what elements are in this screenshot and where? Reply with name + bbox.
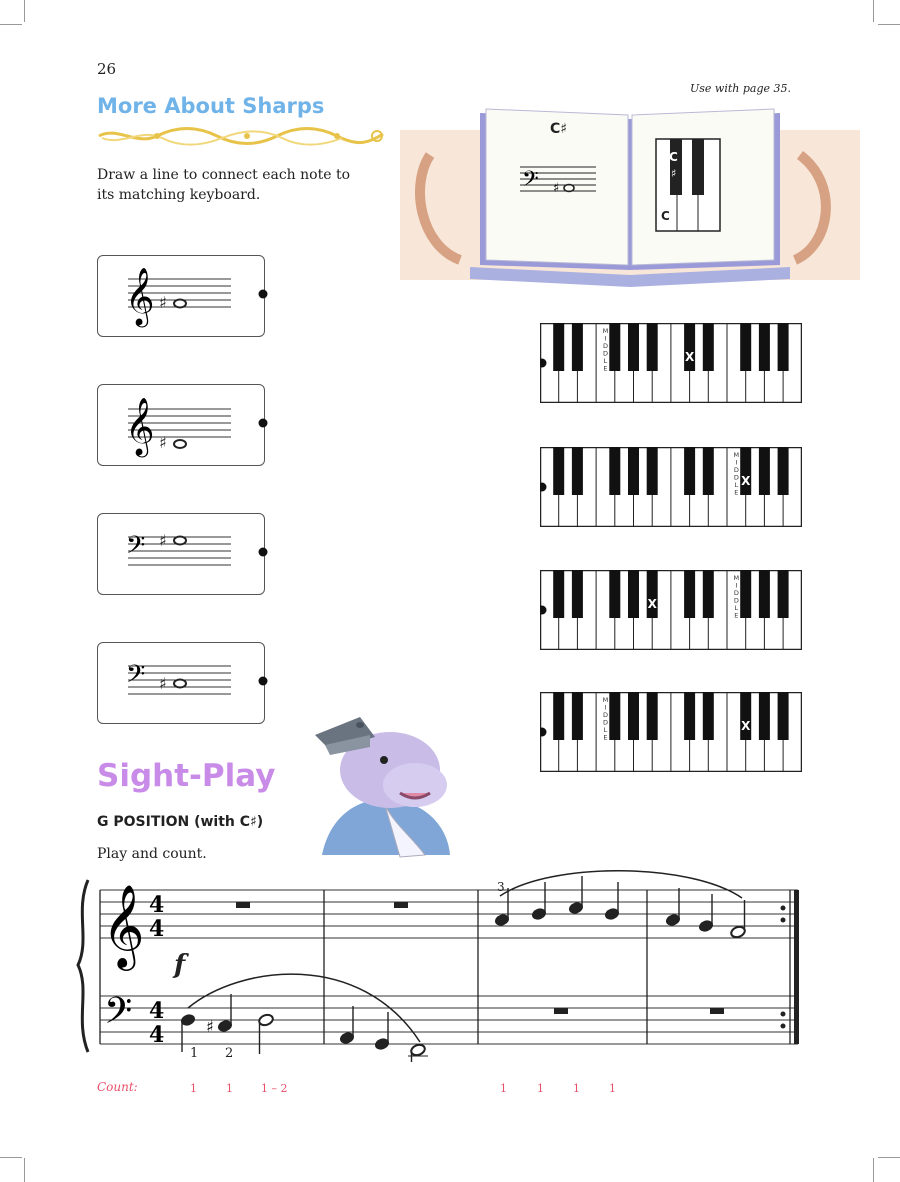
sight-play-heading: Sight-Play xyxy=(97,758,276,794)
crop-mark xyxy=(873,0,874,22)
middle-label-char: E xyxy=(603,733,608,742)
crop-mark xyxy=(873,1158,874,1182)
black-key[interactable] xyxy=(609,323,620,371)
svg-text:4: 4 xyxy=(149,998,165,1024)
dynamic-forte: f xyxy=(174,950,186,980)
keyboard-keys xyxy=(540,447,802,527)
note-card[interactable] xyxy=(97,642,265,724)
black-key[interactable] xyxy=(609,570,620,618)
key-marker: X xyxy=(684,350,695,364)
open-book-illustration xyxy=(400,95,860,290)
svg-text:4: 4 xyxy=(149,916,165,942)
sharp-sign: ♯ xyxy=(159,531,167,550)
crop-mark xyxy=(878,1157,900,1158)
middle-label-char: D xyxy=(733,473,739,482)
finger-number: 1 xyxy=(190,1046,199,1061)
key-marker: X xyxy=(741,474,751,488)
note-card-staff xyxy=(98,643,268,725)
svg-text:𝄢: 𝄢 xyxy=(104,990,133,1041)
black-key[interactable] xyxy=(684,447,695,495)
middle-label-char: D xyxy=(602,711,608,719)
svg-text:𝄢: 𝄢 xyxy=(522,167,539,197)
finger-number: 3 xyxy=(497,880,505,894)
book-key-label-top: C xyxy=(669,150,678,164)
middle-label-char: I xyxy=(604,334,607,343)
svg-text:𝄢: 𝄢 xyxy=(126,531,146,566)
sharp-sign: ♯ xyxy=(159,433,167,452)
instructions: Draw a line to connect each note to its matching keyboard. xyxy=(97,167,351,203)
crop-mark xyxy=(24,1158,25,1182)
svg-text:𝄢: 𝄢 xyxy=(126,660,146,695)
book-note-label: C♯ xyxy=(550,121,568,137)
count-value: 1 xyxy=(537,1082,544,1095)
book-key-label-sharp: ♯ xyxy=(671,167,677,180)
count-value: 1 – 2 xyxy=(261,1082,288,1095)
crop-mark xyxy=(24,0,25,22)
count-value: 1 xyxy=(226,1082,233,1095)
note-card[interactable] xyxy=(97,384,265,466)
black-key[interactable] xyxy=(684,692,695,740)
count-value: 1 xyxy=(609,1082,616,1095)
keyboard[interactable] xyxy=(540,323,802,403)
middle-label-char: D xyxy=(733,466,739,474)
connect-dot[interactable] xyxy=(259,677,268,686)
black-key[interactable] xyxy=(703,570,714,618)
black-key[interactable] xyxy=(759,692,770,740)
connect-dot[interactable] xyxy=(259,290,268,299)
keyboard[interactable] xyxy=(540,570,802,650)
middle-label-char: M xyxy=(733,574,740,582)
sharp-sign: ♯ xyxy=(159,293,167,312)
crop-mark xyxy=(0,1157,22,1158)
keyboard[interactable] xyxy=(540,447,802,527)
black-key[interactable] xyxy=(553,447,564,495)
black-key[interactable] xyxy=(647,447,658,495)
page-number: 26 xyxy=(97,60,117,78)
black-key[interactable] xyxy=(703,692,714,740)
black-key[interactable] xyxy=(628,323,639,371)
middle-label-char: E xyxy=(603,364,608,373)
page-title: More About Sharps xyxy=(97,94,325,118)
finger-number: 2 xyxy=(225,1046,234,1061)
black-key[interactable] xyxy=(572,447,583,495)
black-key[interactable] xyxy=(553,570,564,618)
svg-text:4: 4 xyxy=(149,892,165,918)
middle-label-char: D xyxy=(602,718,608,727)
svg-text:♯: ♯ xyxy=(206,1017,214,1036)
black-key[interactable] xyxy=(684,570,695,618)
black-key[interactable] xyxy=(740,570,751,618)
black-key[interactable] xyxy=(628,447,639,495)
middle-label-char: I xyxy=(604,703,607,712)
count-value: 1 xyxy=(500,1082,507,1095)
connect-dot[interactable] xyxy=(259,419,268,428)
position-label: G POSITION (with C♯) xyxy=(97,814,264,830)
middle-label-char: L xyxy=(603,357,608,365)
count-value: 1 xyxy=(190,1082,197,1095)
note-card-staff xyxy=(98,385,268,467)
black-key[interactable] xyxy=(647,692,658,740)
note-card-staff xyxy=(98,514,268,596)
play-direction: Play and count. xyxy=(97,846,207,862)
black-key[interactable] xyxy=(609,692,620,740)
key-marker: X xyxy=(741,719,751,733)
middle-label-char: M xyxy=(602,696,609,704)
middle-label-char: L xyxy=(603,726,608,734)
middle-label-char: D xyxy=(733,589,739,597)
black-key[interactable] xyxy=(778,447,789,495)
black-key[interactable] xyxy=(740,323,751,371)
black-key[interactable] xyxy=(647,323,658,371)
svg-text:𝄞: 𝄞 xyxy=(125,397,155,455)
middle-label-char: I xyxy=(735,458,738,467)
black-key[interactable] xyxy=(572,692,583,740)
connect-dot[interactable] xyxy=(259,548,268,557)
middle-label-char: D xyxy=(733,596,739,605)
black-key[interactable] xyxy=(778,692,789,740)
svg-text:4: 4 xyxy=(149,1022,165,1048)
middle-label-char: D xyxy=(602,342,608,350)
black-key[interactable] xyxy=(778,323,789,371)
black-key[interactable] xyxy=(759,447,770,495)
keyboard[interactable] xyxy=(540,692,802,772)
keyboard-keys xyxy=(540,323,802,403)
black-key[interactable] xyxy=(553,323,564,371)
middle-label-char: I xyxy=(735,581,738,590)
sharp-sign: ♯ xyxy=(159,674,167,693)
black-key[interactable] xyxy=(759,323,770,371)
middle-label-char: M xyxy=(602,327,609,335)
hippo-illustration xyxy=(300,705,460,860)
middle-label-char: M xyxy=(733,451,740,459)
black-key[interactable] xyxy=(759,570,770,618)
note-card[interactable] xyxy=(97,255,265,337)
keyboard-keys xyxy=(540,570,802,650)
svg-text:♯: ♯ xyxy=(553,181,560,196)
black-key[interactable] xyxy=(572,323,583,371)
middle-label-char: E xyxy=(734,611,739,620)
book-key-label-bottom: C xyxy=(661,209,670,223)
note-card[interactable] xyxy=(97,513,265,595)
black-key[interactable] xyxy=(703,447,714,495)
black-key[interactable] xyxy=(703,323,714,371)
crop-mark xyxy=(0,24,22,25)
key-marker: X xyxy=(647,597,657,611)
use-with-note: Use with page 35. xyxy=(690,82,791,95)
black-key[interactable] xyxy=(553,692,564,740)
black-key[interactable] xyxy=(778,570,789,618)
middle-label-char: D xyxy=(602,349,608,358)
middle-label-char: E xyxy=(734,488,739,497)
middle-label-char: L xyxy=(734,481,739,489)
black-key[interactable] xyxy=(609,447,620,495)
gold-flourish-ornament xyxy=(97,124,387,148)
count-value: 1 xyxy=(573,1082,580,1095)
black-key[interactable] xyxy=(572,570,583,618)
black-key[interactable] xyxy=(628,570,639,618)
middle-label-char: L xyxy=(734,604,739,612)
keyboard-keys xyxy=(540,692,802,772)
count-label: Count: xyxy=(97,1080,138,1094)
black-key[interactable] xyxy=(628,692,639,740)
note-card-staff xyxy=(98,256,268,338)
svg-text:𝄞: 𝄞 xyxy=(125,267,155,325)
svg-text:𝄞: 𝄞 xyxy=(102,883,145,967)
crop-mark xyxy=(878,24,900,25)
